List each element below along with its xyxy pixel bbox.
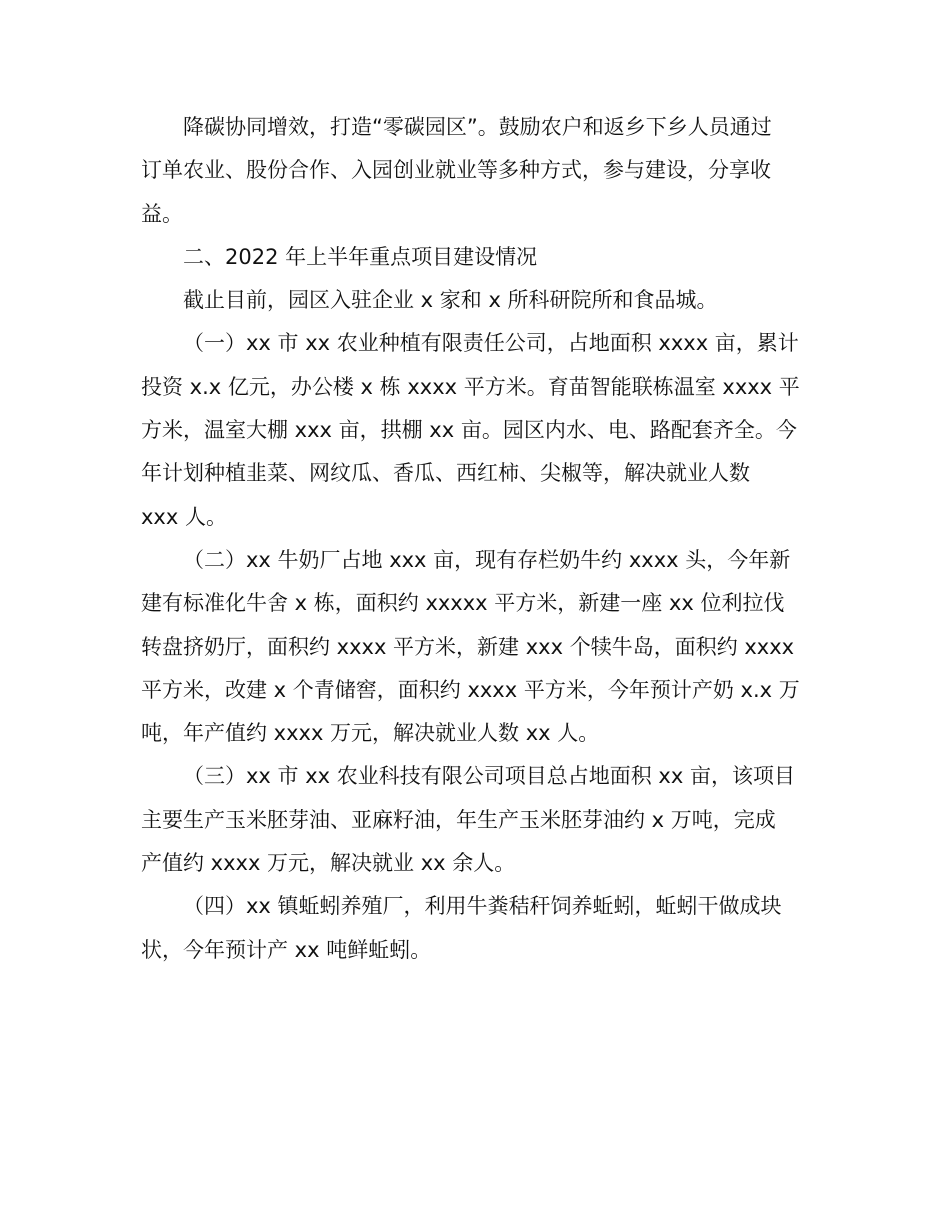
paragraph-item-2-dairy-farm bbox=[141, 539, 811, 755]
paragraph-item-3-agri-tech-company bbox=[141, 755, 811, 885]
text-line: 建有标准化牛舍 x 栋，面积约 xxxxx 平方米，新建一座 xx 位利拉伐 bbox=[141, 591, 785, 616]
paragraph-zero-carbon-park bbox=[141, 106, 811, 236]
paragraph-item-4-earthworm-farm bbox=[141, 885, 811, 972]
text-line: 截止目前，园区入驻企业 x 家和 x 所科研院所和食品城。 bbox=[183, 288, 718, 313]
text-line: 产值约 xxxx 万元，解决就业 xx 余人。 bbox=[141, 851, 516, 876]
text-line: 年计划种植韭菜、网纹瓜、香瓜、西红柿、尖椒等，解决就业人数 bbox=[141, 461, 750, 486]
text-line: 转盘挤奶厅，面积约 xxxx 平方米，新建 xxx 个犊牛岛，面积约 xxxx bbox=[141, 634, 795, 659]
text-line: 主要生产玉米胚芽油、亚麻籽油，年生产玉米胚芽油约 x 万吨，完成 bbox=[141, 807, 776, 832]
text-line: （四）xx 镇蚯蚓养殖厂，利用牛粪秸秆饲养蚯蚓，蚯蚓干做成块 bbox=[183, 894, 782, 919]
text-line: 状，今年预计产 xx 吨鲜蚯蚓。 bbox=[141, 937, 432, 962]
text-line: xxx 人。 bbox=[141, 504, 227, 529]
document-page bbox=[141, 106, 811, 972]
text-line: 降碳协同增效，打造“零碳园区”。鼓励农户和返乡下乡人员通过 bbox=[183, 115, 772, 139]
text-line: 方米，温室大棚 xxx 亩，拱棚 xx 亩。园区内水、电、路配套齐全。今 bbox=[141, 418, 797, 443]
text-line: （三）xx 市 xx 农业科技有限公司项目总占地面积 xx 亩，该项目 bbox=[183, 764, 795, 789]
paragraph-item-1-planting-company bbox=[141, 322, 811, 538]
text-line: 订单农业、股份合作、入园创业就业等多种方式，参与建设，分享收 bbox=[141, 158, 771, 183]
text-line: （一）xx 市 xx 农业种植有限责任公司，占地面积 xxxx 亩，累计 bbox=[183, 331, 799, 356]
text-line: 益。 bbox=[141, 201, 183, 226]
section-heading-text: 二、2022 年上半年重点项目建设情况 bbox=[183, 244, 538, 269]
text-line: 吨，年产值约 xxxx 万元，解决就业人数 xx 人。 bbox=[141, 721, 600, 746]
paragraph-summary bbox=[141, 279, 811, 322]
section-heading-key-projects bbox=[141, 236, 811, 279]
text-line: 投资 x.x 亿元，办公楼 x 栋 xxxx 平方米。育苗智能联栋温室 xxxx 平 bbox=[141, 374, 800, 399]
text-line: （二）xx 牛奶厂占地 xxx 亩，现有存栏奶牛约 xxxx 头，今年新 bbox=[183, 547, 791, 572]
text-line: 平方米，改建 x 个青储窖，面积约 xxxx 平方米，今年预计产奶 x.x 万 bbox=[141, 677, 800, 702]
